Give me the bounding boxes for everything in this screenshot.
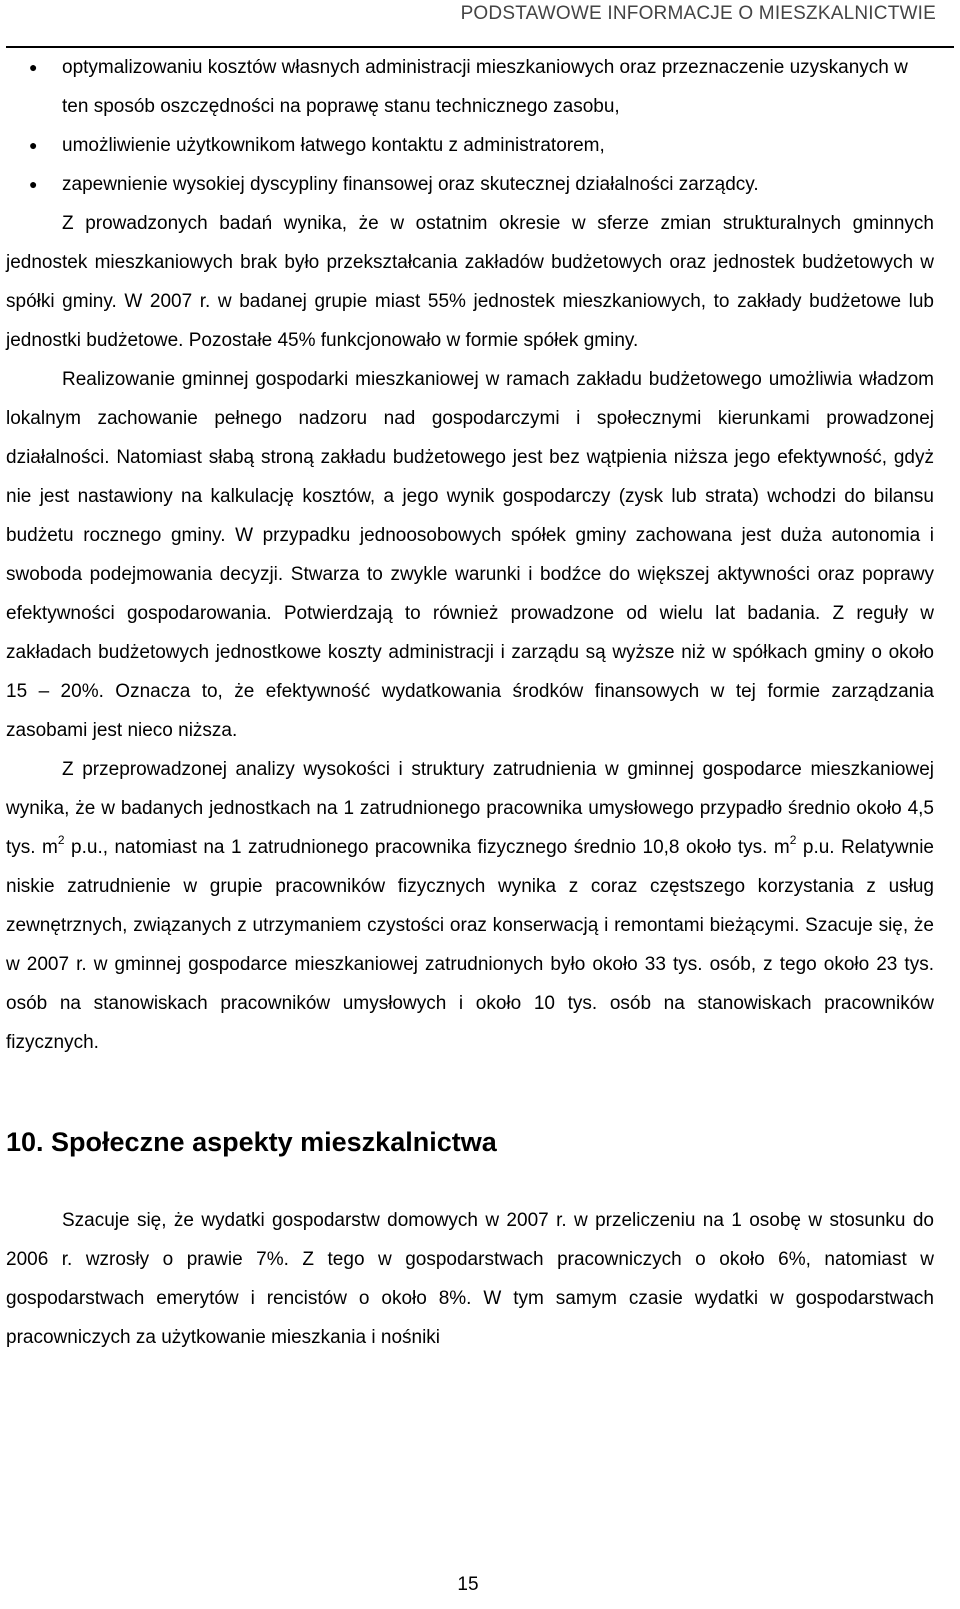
bullet-list [6,48,934,204]
paragraph-employment-part-a: Z przeprowadzonej analizy wysokości i struktury zatrudnienia w gminnej gospodarce mieszkaniowej wynika, że w badanych jednostkach na 1 zatrudnionego pracownika umysłowego przypadło średnio około 4,5 tys. m [6,759,934,858]
paragraph-employment [6,750,934,1062]
page-content [6,48,934,1357]
bullet-item [6,48,934,126]
bullet-icon: ● [29,59,38,75]
bullet-text: zapewnienie wysokiej dyscypliny finansowej oraz skutecznej działalności zarządcy. [62,174,759,195]
bullet-item [6,126,934,165]
bullet-text: optymalizowaniu kosztów własnych administracji mieszkaniowych oraz przeznaczenie uzyskanych w ten sposób oszczędności na poprawę stanu technicznego zasobu, [62,57,908,117]
paragraph-structural-changes: Z prowadzonych badań wynika, że w ostatnim okresie w sferze zmian strukturalnych gminnych jednostek mieszkaniowych brak było przekształcania zakładów budżetowych oraz jednostek budżetowych w spółki gminy. W 2007 r. w badanej grupie miast 55% jednostek mieszkaniowych, to zakłady budżetowe lub jednostki budżetowe. Pozostałe 45% funkcjonowało w formie spółek gminy. [6,213,934,351]
paragraph-employment-part-b: p.u., natomiast na 1 zatrudnionego pracownika fizycznego średnio 10,8 około tys. m [64,837,790,858]
paragraph-employment-part-c: p.u. Relatywnie niskie zatrudnienie w grupie pracowników fizycznych wynika z coraz częstszego korzystania z usług zewnętrznych, związanych z utrzymaniem czystości oraz konserwacją i remontami bieżącymi. Szacuje się, że w 2007 r. w gminnej gospodarce mieszkaniowej zatrudnionych było około 33 tys. osób, z tego około 23 tys. osób na stanowiskach pracowników umysłowych i około 10 tys. osób na stanowiskach pracowników fizycznych. [6,837,934,1053]
superscript-squared: 2 [789,833,797,847]
paragraph-household-expenses: Szacuje się, że wydatki gospodarstw domowych w 2007 r. w przeliczeniu na 1 osobę w stosunku do 2006 r. wzrosły o prawie 7%. Z tego w gospodarstwach pracowniczych o około 6%, natomiast w gospodarstwach emerytów i rencistów o około 8%. W tym samym czasie wydatki w gospodarstwach pracowniczych za użytkowanie mieszkania i nośniki [6,1210,934,1348]
running-header: PODSTAWOWE INFORMACJE O MIESZKALNICTWIE [460,3,936,24]
superscript-squared: 2 [57,833,65,847]
section-heading: 10. Społeczne aspekty mieszkalnictwa [6,1127,497,1157]
bullet-text: umożliwienie użytkownikom łatwego kontaktu z administratorem, [62,135,605,156]
bullet-icon: ● [29,176,38,192]
bullet-item [6,165,934,204]
bullet-icon: ● [29,137,38,153]
page-number: 15 [457,1574,479,1595]
paragraph-budget-units: Realizowanie gminnej gospodarki mieszkaniowej w ramach zakładu budżetowego umożliwia władzom lokalnym zachowanie pełnego nadzoru nad gospodarczymi i społecznymi kierunkami prowadzonej działalności. Natomiast słabą stroną zakładu budżetowego jest bez wątpienia niższa jego efektywność, gdyż nie jest nastawiony na kalkulację kosztów, a jego wynik gospodarczy (zysk lub strata) wchodzi do bilansu budżetu rocznego gminy. W przypadku jednoosobowych spółek gminy zachowana jest duża autonomia i swoboda podejmowania decyzji. Stwarza to zwykle warunki i bodźce do większej aktywności oraz poprawy efektywności gospodarowania. Potwierdzają to również prowadzone od wielu lat badania. Z reguły w zakładach budżetowych jednostkowe koszty administracji i zarządu są wyższe niż w spółkach gminy o około 15 – 20%. Oznacza to, że efektywność wydatkowania środków finansowych w tej formie zarządzania zasobami jest nieco niższa. [6,369,934,741]
